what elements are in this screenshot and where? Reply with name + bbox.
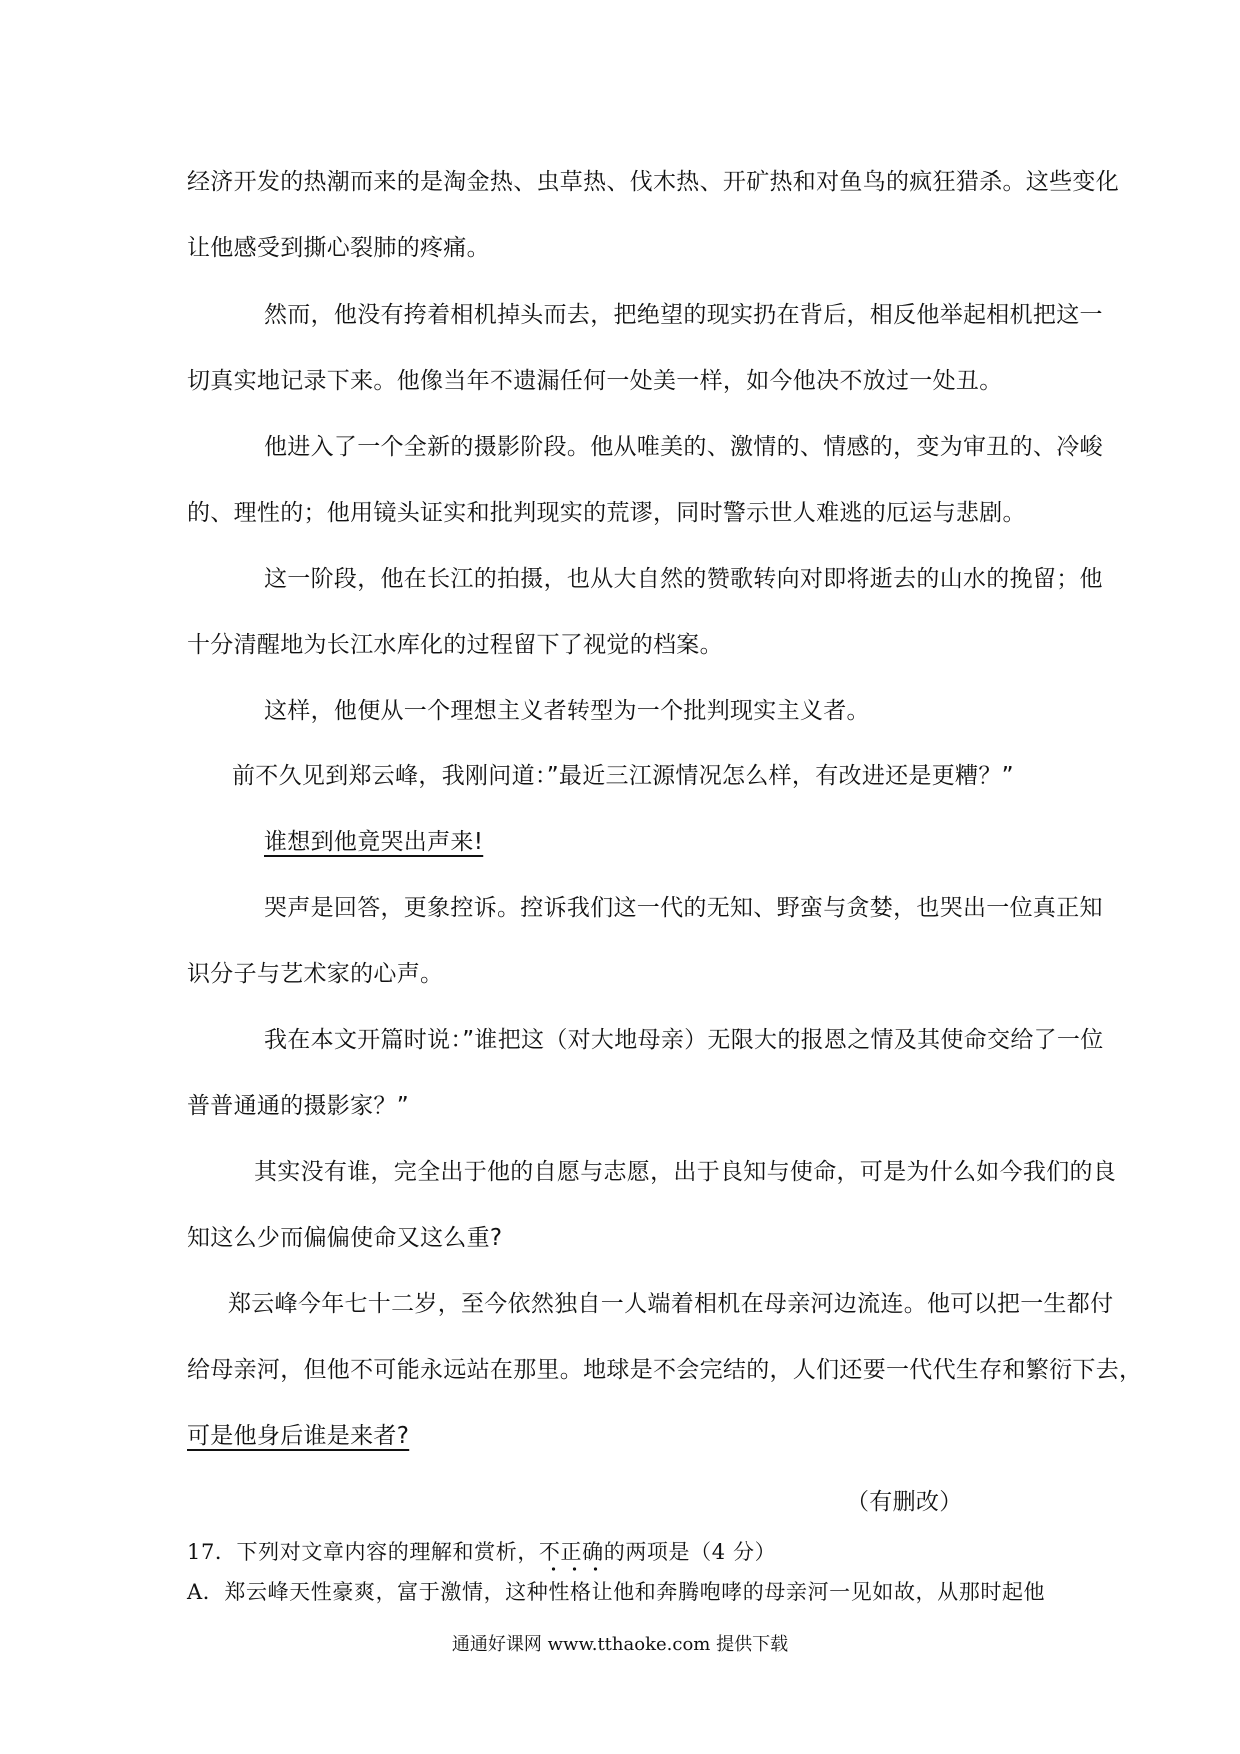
emphasis-dots: 不正确 xyxy=(538,1540,604,1564)
paragraph-line: 识分子与艺术家的心声。 xyxy=(187,961,444,987)
page-footer: 通通好课网 www.tthaoke.com 提供下载 xyxy=(451,1634,789,1655)
underlined-sentence: 可是他身后谁是来者? xyxy=(187,1423,410,1449)
paragraph-line: 这样，他便从一个理想主义者转型为一个批判现实主义者。 xyxy=(264,698,870,724)
question-stem-end: 的两项是（4 分） xyxy=(603,1540,777,1564)
paragraph-line: 的、理性的；他用镜头证实和批判现实的荒谬，同时警示世人难逃的厄运与悲剧。 xyxy=(187,500,1026,526)
source-note: （有删改） xyxy=(846,1489,963,1515)
paragraph-line: 切真实地记录下来。他像当年不遗漏任何一处美一样，如今他决不放过一处丑。 xyxy=(187,368,1003,394)
paragraph-line: 前不久见到郑云峰，我刚问道：”最近三江源情况怎么样，有改进还是更糟？” xyxy=(232,763,1014,789)
paragraph-line: 十分清醒地为长江水库化的过程留下了视觉的档案。 xyxy=(187,632,723,658)
paragraph-line: 普普通通的摄影家？” xyxy=(187,1093,409,1119)
paragraph-line: 郑云峰今年七十二岁，至今依然独自一人端着相机在母亲河边流连。他可以把一生都付 xyxy=(228,1291,1114,1317)
paragraph-line: 这一阶段，他在长江的拍摄，也从大自然的赞歌转向对即将逝去的山水的挽留；他 xyxy=(264,566,1103,592)
paragraph-line: 我在本文开篇时说：”谁把这（对大地母亲）无限大的报恩之情及其使命交给了一位 xyxy=(264,1027,1104,1053)
paragraph-line: 经济开发的热潮而来的是淘金热、虫草热、伐木热、开矿热和对鱼鸟的疯狂猎杀。这些变化 xyxy=(187,169,1119,195)
question-stem-start: 17．下列对文章内容的理解和赏析， xyxy=(187,1540,539,1564)
paragraph-line: 他进入了一个全新的摄影阶段。他从唯美的、激情的、情感的，变为审丑的、冷峻 xyxy=(264,434,1103,460)
paragraph-line: 让他感受到撕心裂肺的疼痛。 xyxy=(187,235,490,261)
question-stem xyxy=(187,1538,776,1566)
paragraph-line: 其实没有谁，完全出于他的自愿与志愿，出于良知与使命，可是为什么如今我们的良 xyxy=(254,1159,1117,1185)
paragraph-line: 知这么少而偏偏使命又这么重? xyxy=(187,1225,503,1251)
option-a: A．郑云峰天性豪爽，富于激情，这种性格让他和奔腾咆哮的母亲河一见如故，从那时起他 xyxy=(187,1580,1046,1604)
paragraph-line: 然而，他没有挎着相机掉头而去，把绝望的现实扔在背后，相反他举起相机把这一 xyxy=(264,302,1103,328)
underlined-sentence: 谁想到他竟哭出声来! xyxy=(264,829,484,855)
paragraph-line: 给母亲河，但他不可能永远站在那里。地球是不会完结的，人们还要一代代生存和繁衍下去， xyxy=(187,1357,1143,1383)
paragraph-line: 哭声是回答，更象控诉。控诉我们这一代的无知、野蛮与贪婪，也哭出一位真正知 xyxy=(264,895,1103,921)
